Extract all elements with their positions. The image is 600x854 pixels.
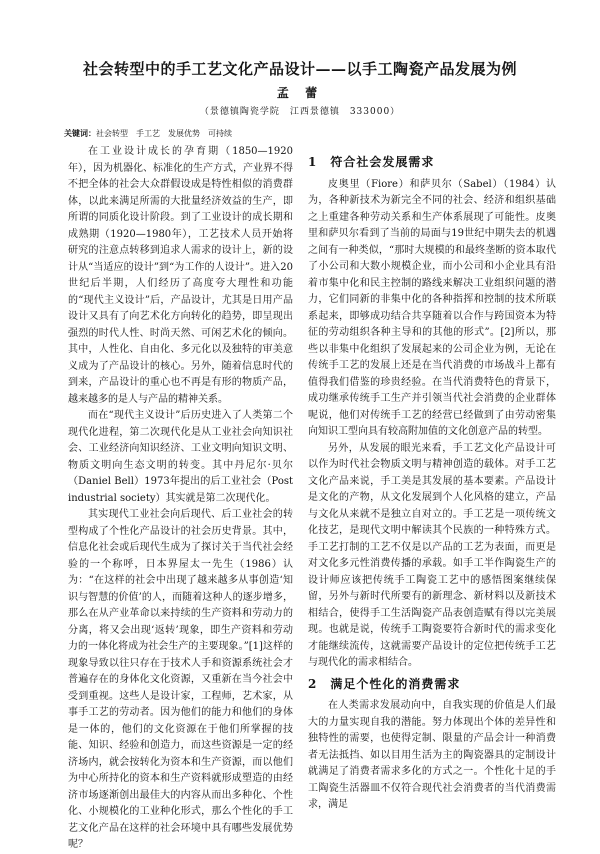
left-paragraph-1: 在工业设计成长的孕育期（1850—1920年），因为机器化、标准化的生产方式，产业界不得不把全体的社会大众群假设成是特性相似的消费群体，以此来满足所需的大批量经济效益的生产，即所谓的同质化设计阶段。到了工业设计的成长期和成熟期（1920—1980年），工艺技术人员开始将研究的注意点转移到追求人需求的设计上，新的设计从“当适应的设计”到“为工作的人设计”。进入20世纪后半期，人们经历了高度夸大理性和功能的“现代主义设计”后，产品设计，尤其是日用产品设计又具有了向艺术化方向转化的趋势，即呈现出强烈的时代人性、时尚天然、可闲艺术化的倾向。其中，人性化、自由化、多元化以及独特的审美意义成为了产品设计的核心。另外，随着信息时代的到来，产品设计的重心也不再是有形的物质产品，越来越多的是人与产品的精神关系。	[68, 146, 293, 405]
right-paragraph-3: 在人类需求发展动向中，自我实现的价值是人们最大的力量实现自我的潜能。努力体现出个体的差异性和独特性的需要，也使得定制、限量的产品会计一种消费者无法抵挡、如以目用生活为主的陶瓷器具的定制设计就满足了消费者需求多化的方式之一。个性化十足的手工陶瓷生活器皿不仅符合现代社会消费者的当代消费需求，满足	[308, 700, 556, 810]
keywords-text: 社会转型 手工艺 发展优势 可持续	[96, 129, 232, 138]
left-paragraph-2: 而在“现代主义设计”后历史进入了人类第二个现代化进程，第二次现代化是从工业社会向知识社会、工业经济向知识经济、工业文明向知识文明、物质文明向生态文明的转变。其中丹尼尔·贝尔（Daniel Bell）1973年提出的后工业社会（Post industrial society）其实就是第二次现代化。	[68, 410, 293, 504]
keywords-label: 关键词：	[64, 128, 96, 138]
right-paragraph-2: 另外，从发展的眼光来看，手工艺文化产品设计可以作为时代社会物质文明与精神创造的载体。对手工艺文化产品来说，手工美是其发展的基本要素。产品设计是文化的产物，从文化发展到个人化风格的建立，产品与文化从来就不是独立自对立的。手工艺是一项传统文化技艺，是现代文明中解读其个民族的一种特殊方式。手工艺打制的工艺不仅是以产品的工艺为表面，而更是对文化多元性消费传播的承载。如手工半作陶瓷生产的设计师应该把传统手工陶瓷工艺中的感悟图案继续保留，另外与新时代所要有的新理念、新材料以及新技术相结合，使得手工生活陶瓷产品表创造赋有得以完美展现。也就是说，传统手工陶瓷要符合新时代的需求变化才能继续流传，这就需要产品设计的定位把传统手工艺与现代化的需求相结合。	[308, 442, 556, 668]
section-heading-1: 1 符合社会发展需求	[308, 155, 435, 169]
keywords-line	[64, 128, 544, 139]
left-paragraph-3: 其实现代工业社会向后现代、后工业社会的转型构成了个性化产品设计的社会历史背景。其中，信息化社会或后现代生成为了探讨关于当代社会经验的一个称呼，日本界屋太一先生（1986）认为：“在这样的社会中出现了越来越多从事创造‘知识与智慧的价值’的人，而随着这种人的逐步增多，那么在从产业革命以来持续的生产资料和劳动力的分离，将又会出现‘返转’现象，即生产资料和劳动力的一体化将成为社会生产的主要现象。”[1]这样的现象导致以往只存在于技术人手和资源系统社会才普遍存在的身体化文化资源，又重新在当今社会中受到重视。这些人是设计家，工程师，艺术家，从事手工艺的劳动者。因为他们的能力和他们的身体是一体的，他们的文化资源在于他们所掌握的技能、知识、经验和创造力，而这些资源是一定的经济场内，就会按转化为资本和生产资源，而以他们为中心所持化的资本和生产资料就形成塑造的由经济市场逐渐创出最佳大的内容从而出多种化、个性化、小规模化的工业种化形式，那么个性化的手工艺文化产品在这样的社会环境中具有哪些发展优势呢？	[68, 509, 293, 850]
author-name: 孟 蕾	[276, 86, 324, 100]
author-affiliation: （景德镇陶瓷学院 江西景德镇 333000）	[199, 107, 401, 117]
right-paragraph-1: 皮奥里（Fiore）和萨贝尔（Sabel）（1984）认为，各种新技术为新完全不同的社会、经济和组织基础之上重建各种劳动关系和生产体系展现了可能性。皮奥里和萨贝尔看到了当前的局面与19世纪中期失去的机遇之间有一种类似，“那时大规模的和最终垄断的资本取代了小公司和大数小规模企业，而小公司和小企业具有沿着市集中化和民主控制的路线来解决工业组织问题的潜力，它们同新的非集中化的各种指挥和控制的技术所联系起来，即够成功结合共享随着以合作与跨国资本为特征的劳动组织各种主导和的其他的形式”。[2]所以，那些以非集中化组织了发展起来的公司企业为例，无论在传统手工艺的发展上还是在当代消费的市场战斗上都有值得我们借鉴的珍贵经验。在当代消费特色的背景下，成功继承传统手工生产并引领当代社会消费的企业群体呢说，他们对传统手工艺的经营已经做到了由劳动密集向知识工型向具有较高附加值的文化创意产品的转型。	[308, 178, 556, 437]
paper-title: 社会转型中的手工艺文化产品设计——以手工陶瓷产品发展为例	[82, 60, 517, 78]
left-column	[68, 144, 293, 850]
section-heading-2: 2 满足个性化的消费需求	[308, 676, 461, 691]
right-column	[308, 150, 556, 810]
